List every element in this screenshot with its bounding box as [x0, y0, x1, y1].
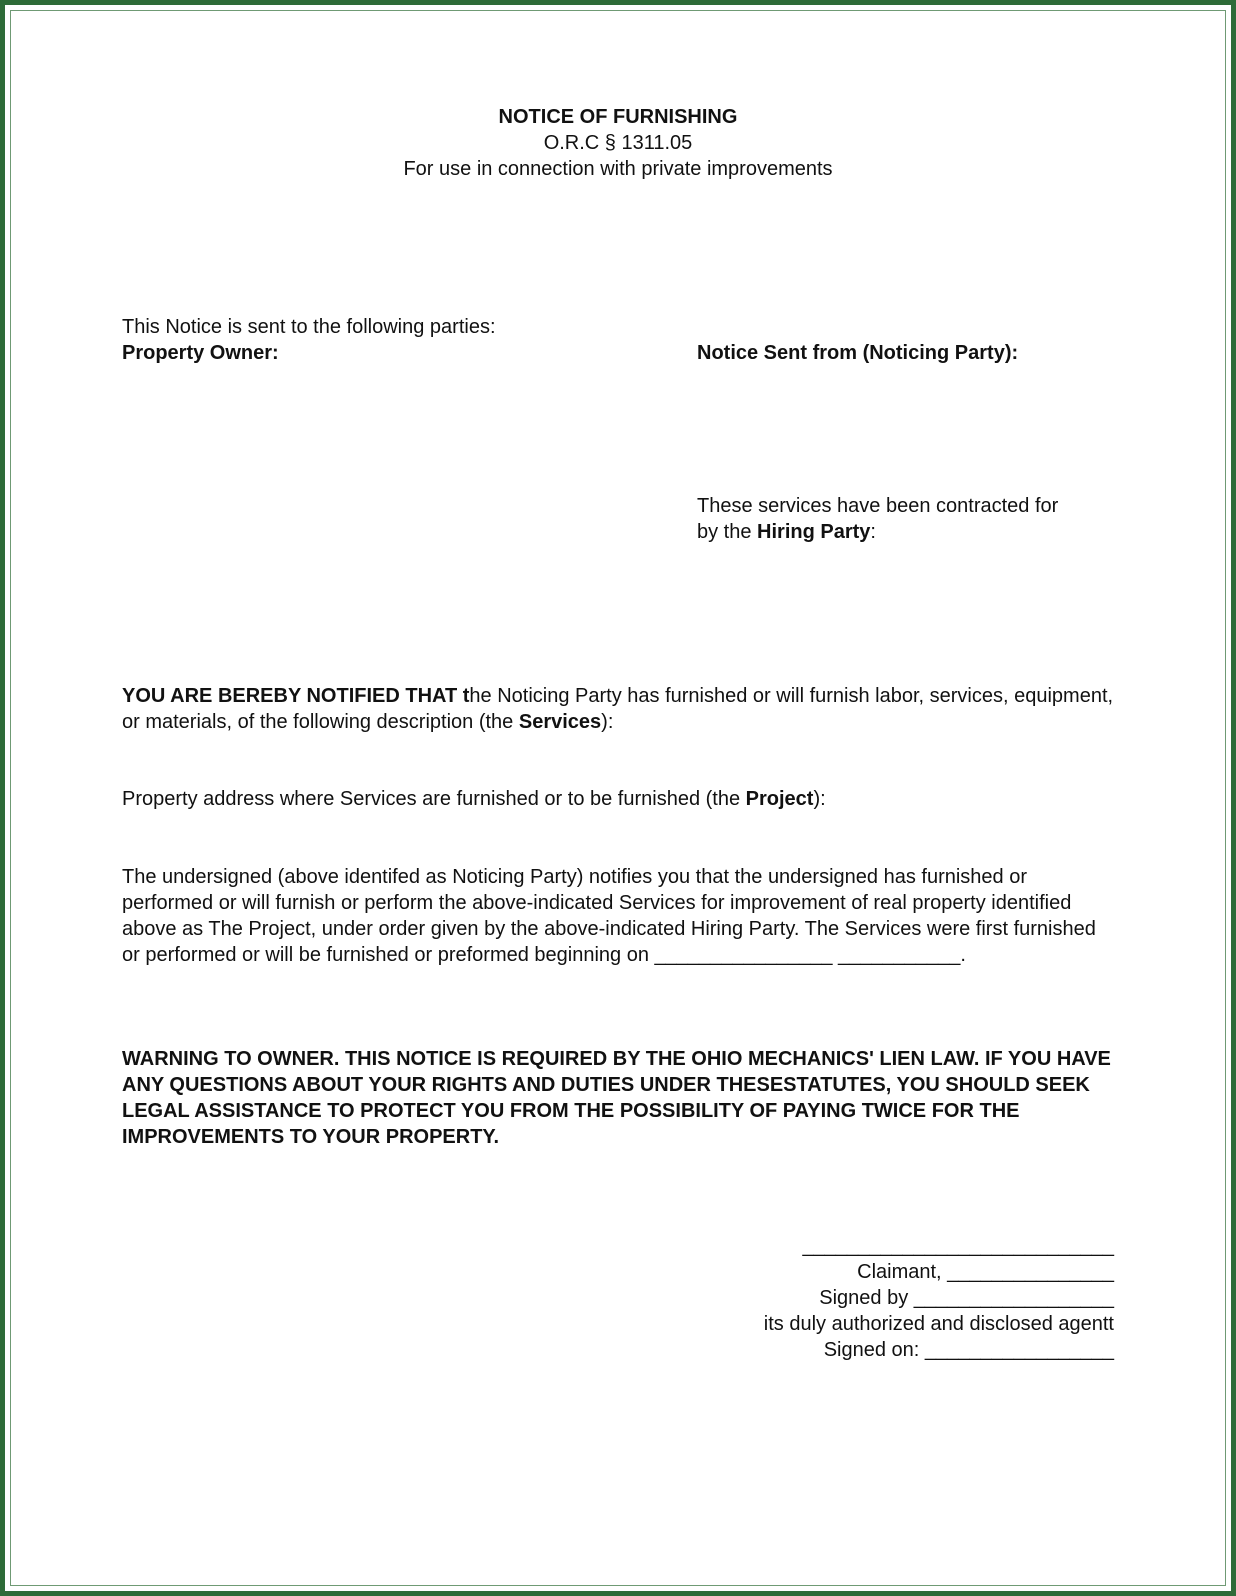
notified-paragraph: [122, 683, 1122, 735]
signature-line: ____________________________: [802, 1235, 1114, 1257]
document-subtitle: For use in connection with private improvements: [403, 158, 833, 180]
hiring-party-text-1: These services have been contracted for: [697, 495, 1059, 517]
statute-reference: O.R.C § 1311.05: [543, 132, 693, 154]
project-paragraph: [122, 786, 1122, 812]
noticing-party-label: Notice Sent from (Noticing Party):: [697, 342, 1019, 364]
agent-line: its duly authorized and disclosed agentt: [763, 1313, 1114, 1335]
project-text: Property address where Services are furnished or to be furnished (the: [122, 788, 746, 810]
document-title: NOTICE OF FURNISHING: [498, 106, 738, 128]
notified-bold: YOU ARE BEREBY NOTIFIED THAT t: [122, 685, 470, 707]
signed-by-line: Signed by __________________: [819, 1287, 1114, 1309]
notified-end: ):: [601, 711, 614, 733]
hiring-party-text-2: by the: [697, 521, 758, 543]
hiring-party-block: [697, 493, 1117, 545]
project-term: Project: [745, 788, 814, 810]
hiring-party-text-3: :: [870, 521, 876, 543]
property-owner-label: Property Owner:: [122, 342, 279, 364]
hiring-party-bold: Hiring Party: [757, 521, 871, 543]
parties-intro: This Notice is sent to the following parties:: [122, 316, 496, 338]
project-end: ):: [813, 788, 826, 810]
signed-on-line: Signed on: _________________: [823, 1339, 1114, 1361]
claimant-line: Claimant, _______________: [857, 1261, 1114, 1283]
notified-text: he Noticing Party has furnished or will furnish labor, services, equipment, or materials, of the following description (the: [122, 685, 1114, 733]
undersigned-paragraph: The undersigned (above identifed as Noticing Party) notifies you that the undersigned has furnished or performed or will furnish or perform the above-indicated Services for improvement of real property identified above as The Project, under order given by the above-indicated Hiring Party. The Services were first furnished or performed or will be furnished or preformed beginning on ________________ ___________.: [122, 866, 1096, 966]
signature-block: [614, 1233, 1114, 1363]
services-term: Services: [518, 711, 602, 733]
document-header: [0, 104, 1236, 182]
warning-to-owner: WARNING TO OWNER. THIS NOTICE IS REQUIRED BY THE OHIO MECHANICS' LIEN LAW. IF YOU HAVE ANY QUESTIONS ABOUT YOUR RIGHTS AND DUTIES UNDER THESESTATUTES, YOU SHOULD SEEK LEGAL ASSISTANCE TO PROTECT YOU FROM THE POSSIBILITY OF PAYING TWICE FOR THE IMPROVEMENTS TO YOUR PROPERTY.: [122, 1048, 1111, 1148]
